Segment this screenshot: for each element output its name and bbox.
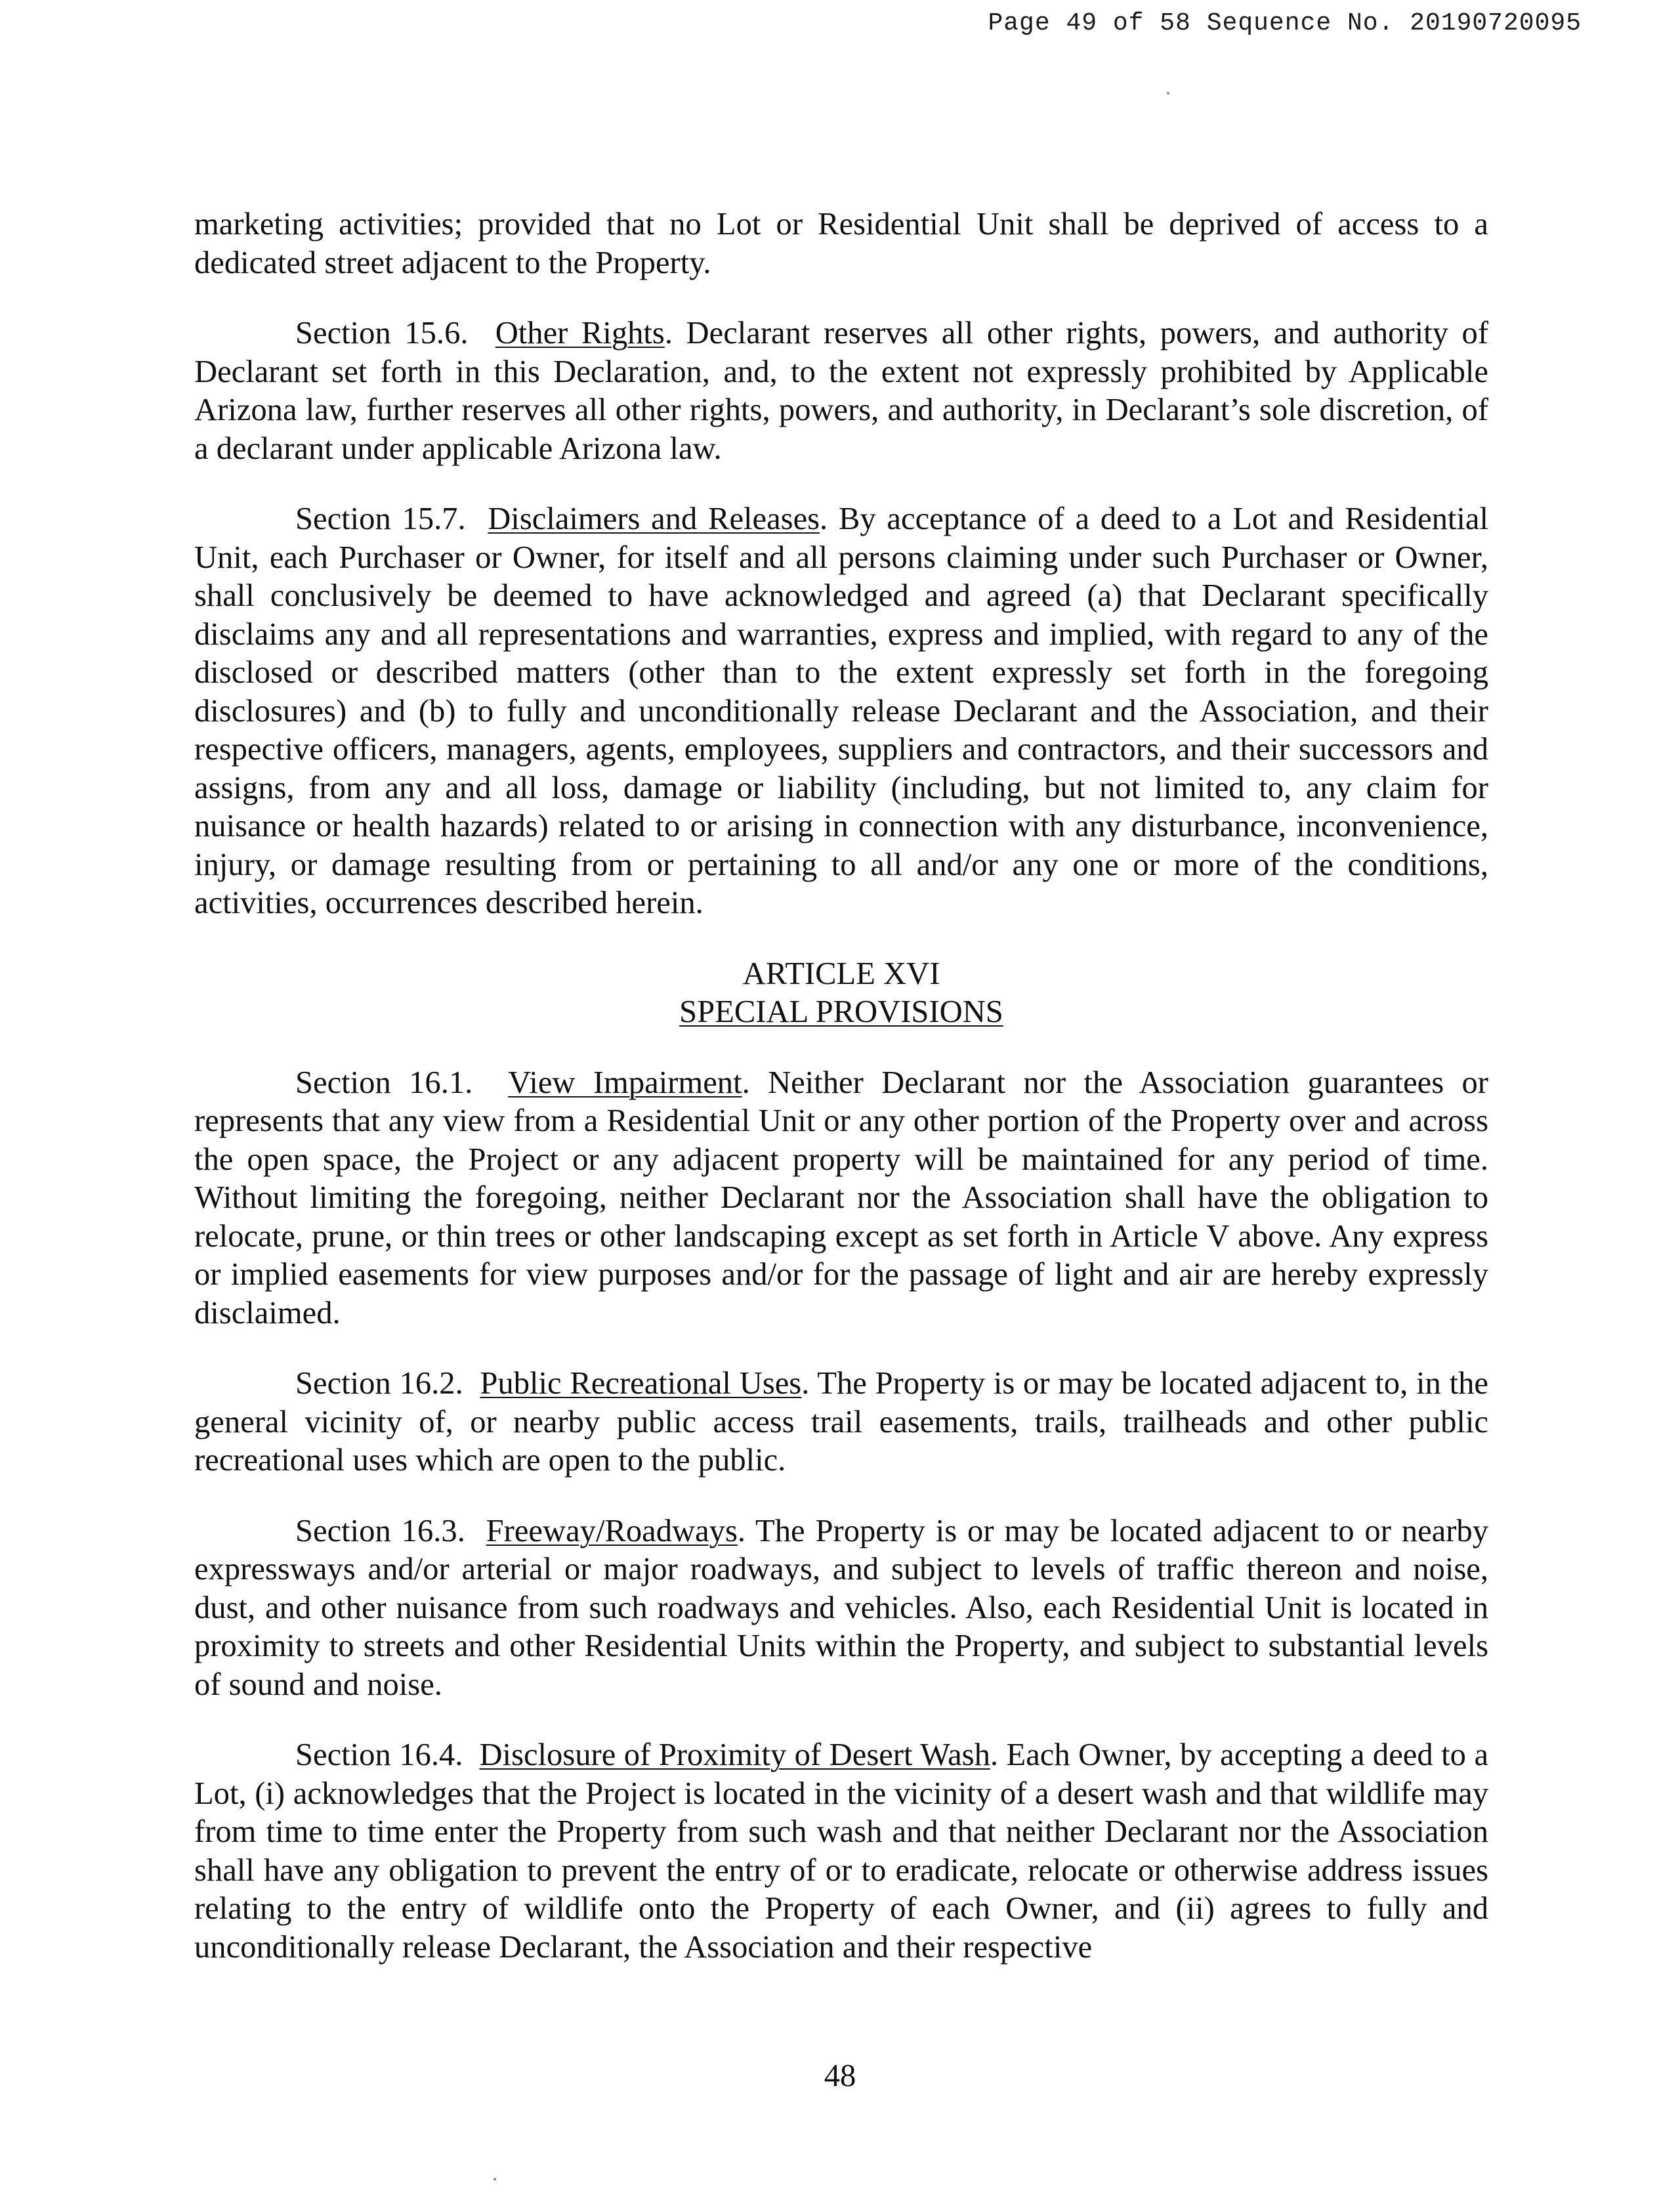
section-number: Section 15.7. — [295, 501, 466, 536]
section-16-1 — [194, 1063, 1488, 1332]
continuation-paragraph — [194, 205, 1488, 282]
section-number: Section 15.6. — [295, 315, 469, 351]
section-title: Freeway/Roadways — [486, 1512, 738, 1548]
section-title: Disclosure of Proximity of Desert Wash — [479, 1737, 990, 1772]
section-text: . The Property is or may be located adjacent to, in the general vicinity of, or nearby public access trail easements, trails, trailheads and other public recreational uses which are open to the public. — [194, 1365, 1488, 1478]
article-number: ARTICLE XVI — [742, 955, 940, 991]
section-title: View Impairment — [508, 1064, 742, 1100]
section-16-4 — [194, 1736, 1488, 1966]
section-number: Section 16.4. — [295, 1737, 463, 1772]
section-16-2 — [194, 1364, 1488, 1480]
section-text: . By acceptance of a deed to a Lot and Residential Unit, each Purchaser or Owner, for itself and all persons claiming under such Purchaser or Owner, shall conclusively be deemed to have acknowledged and agreed (a) that Declarant specifically disclaims any and all representations and warranties, express and implied, with regard to any of the disclosed or described matters (other than to the extent expressly set forth in the foregoing disclosures) and (b) to fully and unconditionally release Declarant and the Association, and their respective officers, managers, agents, employees, suppliers and contractors, and their successors and assigns, from any and all loss, damage or liability (including, but not limited to, any claim for nuisance or health hazards) related to or arising in connection with any disturbance, inconvenience, injury, or damage resulting from or pertaining to all and/or any one or more of the conditions, activities, occurrences described herein. — [194, 501, 1489, 920]
page-number: 48 — [824, 2058, 856, 2093]
section-text: . Each Owner, by accepting a deed to a Lot, (i) acknowledges that the Project is located in the vicinity of a desert wash and that wildlife may from time to time enter the Property from such wash and that neither Declarant nor the Association shall have any obligation to prevent the entry of or to eradicate, relocate or otherwise address issues relating to the entry of wildlife onto the Property of each Owner, and (ii) agrees to fully and unconditionally release Declarant, the Association and their respective — [194, 1737, 1489, 1965]
section-number: Section 16.2. — [295, 1365, 463, 1401]
article-heading — [194, 954, 1488, 1031]
section-title: Public Recreational Uses — [480, 1365, 802, 1401]
section-title: Disclaimers and Releases — [488, 501, 820, 536]
scan-speck — [1167, 92, 1169, 95]
section-title: Other Rights — [495, 315, 665, 351]
section-number: Section 16.1. — [295, 1064, 473, 1100]
article-title: SPECIAL PROVISIONS — [679, 994, 1003, 1029]
paragraph-text: marketing activities; provided that no Lot or Residential Unit shall be deprived of access to a dedicated street adjacent to the Property. — [194, 206, 1488, 280]
section-16-3 — [194, 1512, 1488, 1704]
scan-speck — [494, 2178, 496, 2181]
page-sequence-stamp: Page 49 of 58 Sequence No. 20190720095 — [988, 9, 1582, 37]
section-number: Section 16.3. — [295, 1512, 465, 1548]
section-text: . The Property is or may be located adjacent to or nearby expressways and/or arterial or major roadways, and subject to levels of traffic thereon and noise, dust, and other nuisance from such roadways and vehicles. Also, each Residential Unit is located in proximity to streets and other Residential Units within the Property, and subject to substantial levels of sound and noise. — [194, 1512, 1489, 1702]
section-15-6 — [194, 314, 1488, 467]
document-body — [194, 205, 1488, 1998]
section-15-7 — [194, 500, 1488, 922]
section-text: . Neither Declarant nor the Association guarantees or represents that any view from a Residential Unit or any other portion of the Property over and across the open space, the Project or any adjacent property will be maintained for any period of time. Without limiting the foregoing, neither Declarant nor the Association shall have the obligation to relocate, prune, or thin trees or other landscaping except as set forth in Article V above. Any express or implied easements for view purposes and/or for the passage of light and air are hereby expressly disclaimed. — [194, 1064, 1488, 1331]
section-text: . Declarant reserves all other rights, powers, and authority of Declarant set forth in this Declaration, and, to the extent not expressly prohibited by Applicable Arizona law, further reserves all other rights, powers, and authority, in Declarant’s sole discretion, of a declarant under applicable Arizona law. — [194, 315, 1489, 466]
